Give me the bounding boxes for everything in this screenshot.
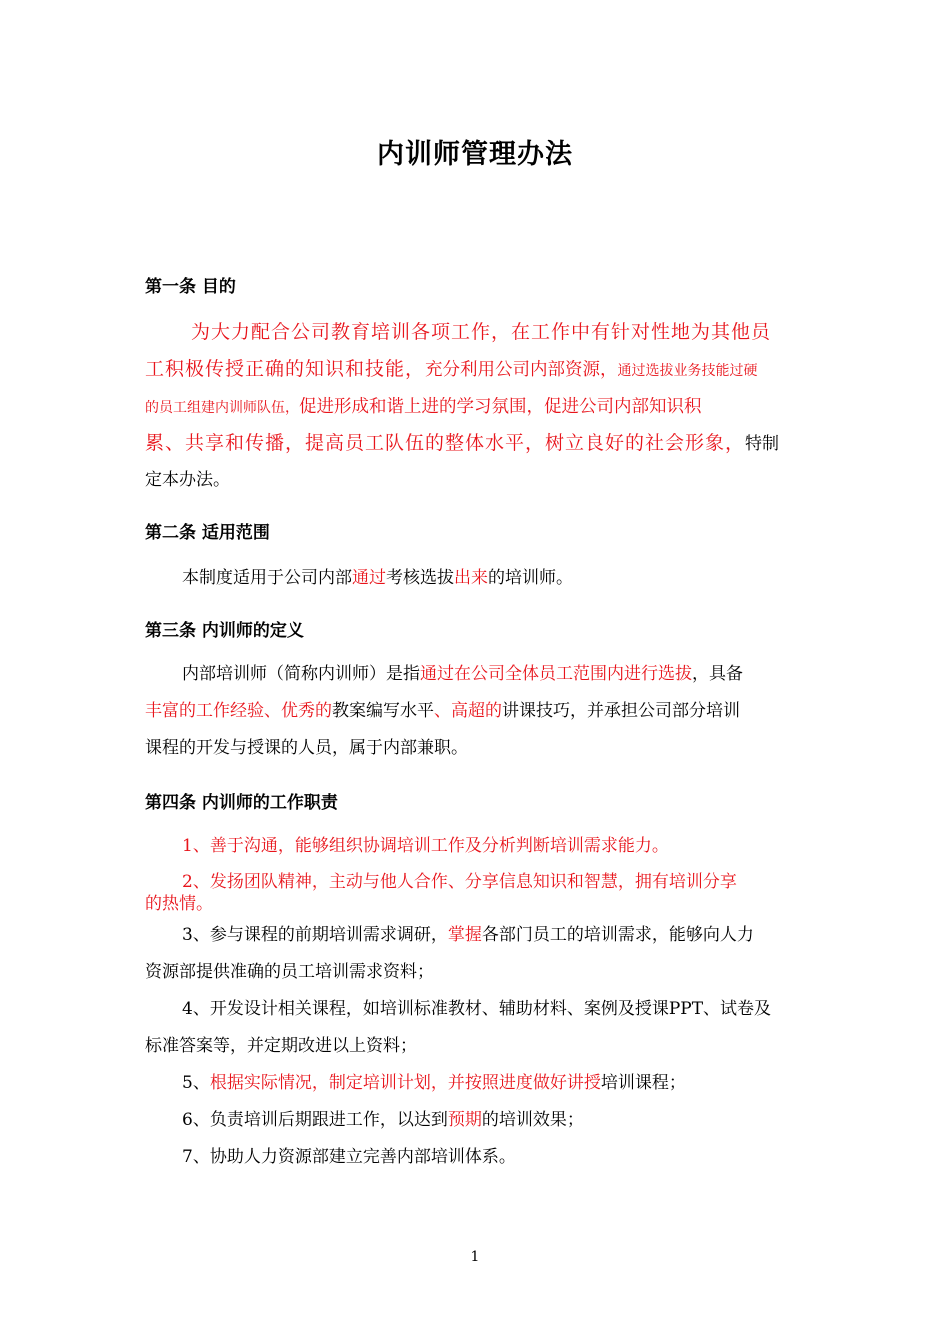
- text-span: 通过在公司全体员工范围内进行选拔: [420, 664, 692, 684]
- page-number: 1: [470, 1249, 480, 1265]
- section-heading-definition: 第三条 内训师的定义: [145, 621, 304, 641]
- section-heading-duties: 第四条 内训师的工作职责: [145, 793, 338, 813]
- text-span: 各部门员工的培训需求，能够向人力: [481, 925, 754, 945]
- paragraph-line: [145, 388, 810, 425]
- list-item: 7、协助人力资源部建立完善内部培训体系。: [182, 1147, 516, 1167]
- text-span: 促进形成和谐上进的学习氛围，促进公司内部知识积: [299, 397, 702, 417]
- section-heading-scope: 第二条 适用范围: [145, 523, 270, 543]
- text-span: 5、: [182, 1073, 210, 1093]
- list-item: 1、善于沟通，能够组织协调培训工作及分析判断培训需求能力。: [182, 836, 669, 856]
- text-span: 预期: [447, 1110, 482, 1130]
- paragraph-line: [145, 693, 810, 730]
- list-item-continuation: 的热情。: [145, 894, 213, 914]
- text-span: 的培训师。: [488, 568, 573, 588]
- text-span: 教案编写水平: [332, 701, 434, 721]
- section-body-purpose: [145, 314, 810, 499]
- text-span: 根据实际情况，制定培训计划，并按照进度做好讲授: [209, 1073, 601, 1093]
- list-item: [145, 917, 810, 954]
- paragraph-line: [145, 425, 810, 462]
- paragraph-line: 课程的开发与授课的人员，属于内部兼职。: [145, 738, 468, 758]
- text-span: 出来: [454, 568, 488, 588]
- section-body-scope: [145, 560, 810, 597]
- text-span: 内部培训师（简称内训师）是指: [182, 664, 420, 684]
- text-span: 、高超的: [434, 701, 502, 721]
- section-heading-purpose: 第一条 目的: [145, 277, 236, 297]
- list-item: 4、开发设计相关课程，如培训标准教材、辅助材料、案例及授课PPT、试卷及: [182, 999, 772, 1019]
- text-span: 的培训效果；: [481, 1110, 584, 1130]
- section-body-definition: [145, 656, 810, 767]
- text-span: 考核选拔: [386, 568, 454, 588]
- text-span: 通过选拔业务技能过硬: [617, 363, 758, 379]
- text-span: 累、共享和传播，提高员工队伍的整体水平，树立良好的社会形象，: [145, 432, 746, 454]
- text-span: 讲课技巧，并承担公司部分培训: [502, 701, 740, 721]
- paragraph-line: 定本办法。: [145, 470, 230, 490]
- text-span: 丰富的工作经验、优秀的: [145, 701, 332, 721]
- text-span: 3、参与课程的前期培训需求调研，: [182, 925, 448, 945]
- paragraph-line: 为大力配合公司教育培训各项工作，在工作中有针对性地为其他员: [191, 321, 772, 343]
- text-span: 培训课程；: [600, 1073, 686, 1093]
- paragraph-line: [145, 351, 810, 388]
- text-span: 本制度适用于公司内部: [182, 568, 352, 588]
- text-span: 充分利用公司内部资源，: [425, 360, 618, 380]
- text-span: 6、负责培训后期跟进工作，以达到: [182, 1110, 448, 1130]
- page-title: 内训师管理办法: [377, 139, 573, 170]
- text-span: 特制: [745, 434, 780, 454]
- list-item-continuation: 资源部提供准确的员工培训需求资料；: [145, 962, 434, 982]
- list-item: [145, 1065, 810, 1102]
- list-item: [145, 1102, 810, 1139]
- text-span: 掌握: [447, 925, 482, 945]
- text-span: 的员工组建内训师队伍，: [145, 400, 299, 416]
- duties-list: [145, 828, 810, 1176]
- paragraph-line: [145, 656, 810, 693]
- text-span: 通过: [352, 568, 386, 588]
- list-item-continuation: 标准答案等，并定期改进以上资料；: [145, 1036, 417, 1056]
- list-item: 2、发扬团队精神，主动与他人合作、分享信息知识和智慧，拥有培训分享: [182, 872, 737, 892]
- text-span: ，具备: [692, 664, 743, 684]
- text-span: 工积极传授正确的知识和技能，: [145, 358, 426, 380]
- paragraph-line: [145, 560, 810, 597]
